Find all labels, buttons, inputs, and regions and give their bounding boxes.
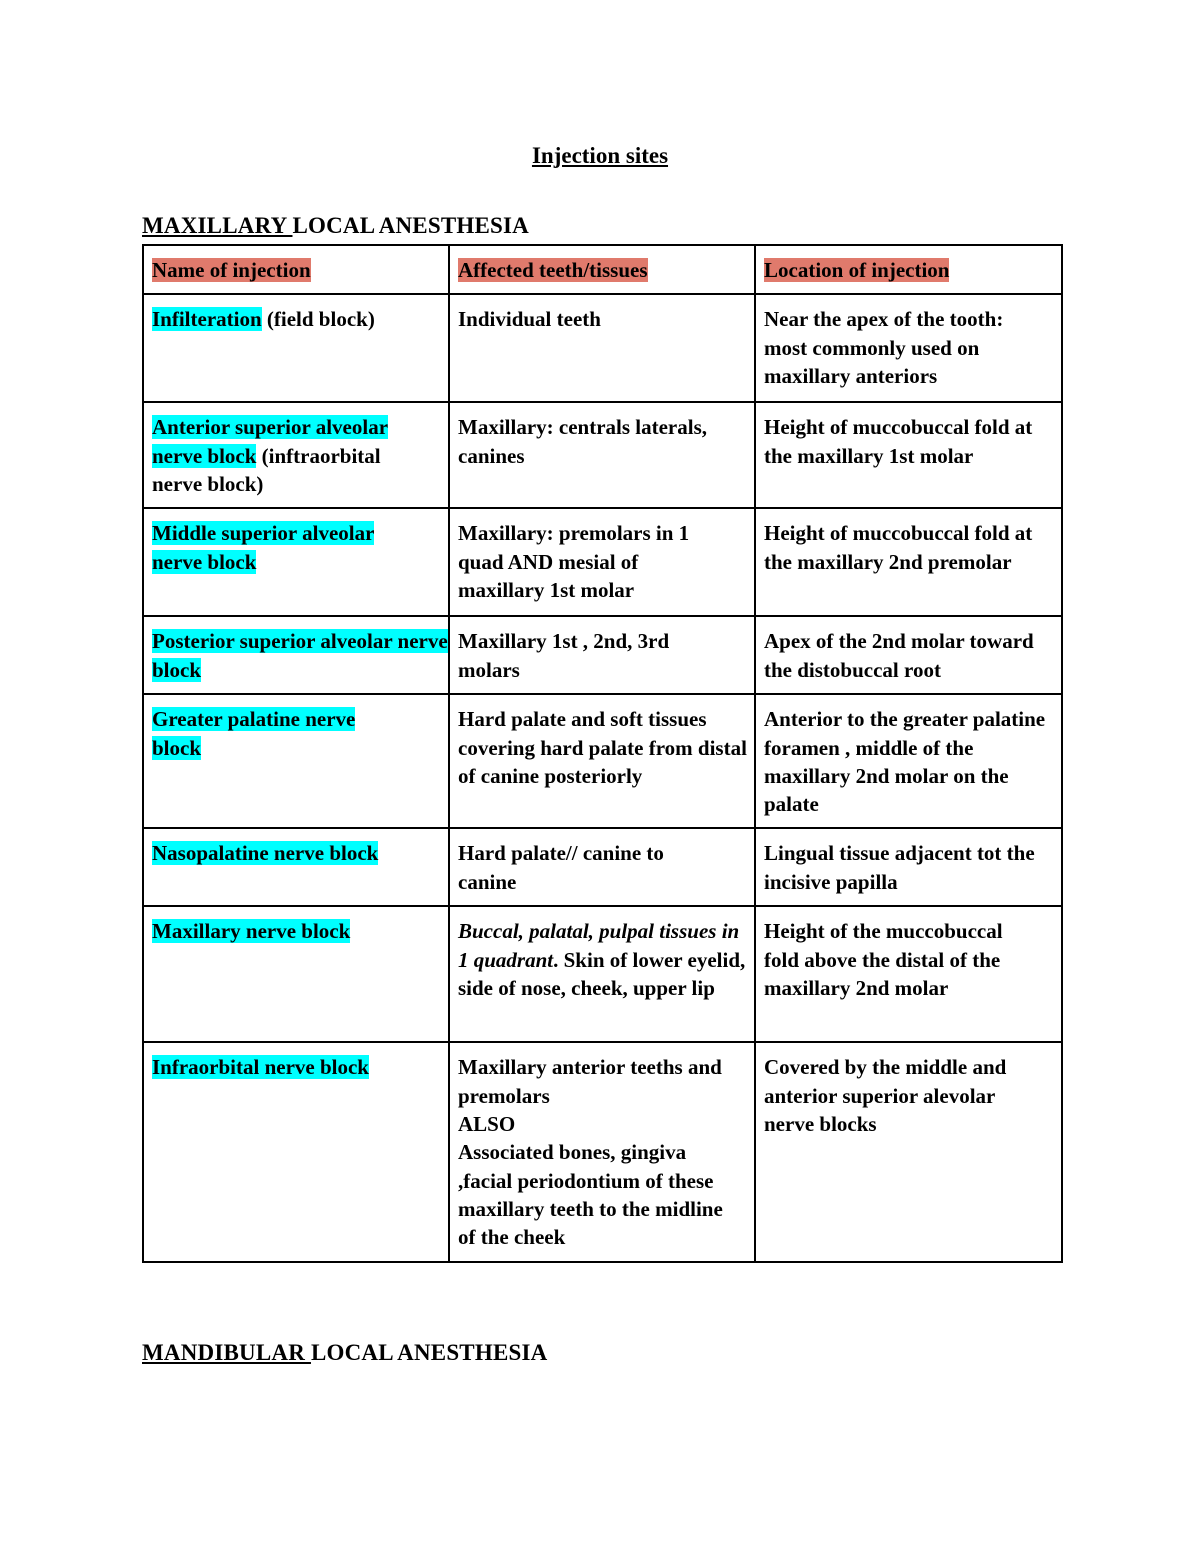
- mandibular-heading-underlined: MANDIBULAR: [142, 1340, 311, 1365]
- table-row: [143, 906, 1062, 1042]
- location-cell: [755, 294, 1062, 402]
- affected-text: Maxillary: premolars in 1 quad AND mesial of maxillary 1st molar: [458, 521, 690, 602]
- location-cell: [755, 906, 1062, 1042]
- table-row: [143, 1042, 1062, 1262]
- table-row: [143, 294, 1062, 402]
- injection-name-cell: [143, 508, 449, 616]
- affected-cell: [449, 1042, 755, 1262]
- header-cell: [143, 245, 449, 294]
- header-cell: [755, 245, 1062, 294]
- location-text: Apex of the 2nd molar toward the distobuccal root: [764, 629, 1034, 682]
- table-row: [143, 402, 1062, 508]
- mandibular-section-heading: [142, 1338, 547, 1368]
- table-row: [143, 828, 1062, 906]
- location-text: Height of the muccobuccal fold above the distal of the maxillary 2nd molar: [764, 919, 1003, 1001]
- injection-name-cell: [143, 906, 449, 1042]
- affected-cell: [449, 508, 755, 616]
- affected-line: Associated bones, gingiva ,facial periodontium of these maxillary teeth to the midline of the cheek: [458, 1140, 723, 1250]
- location-text: Lingual tissue adjacent tot the incisive papilla: [764, 841, 1035, 894]
- table-row: [143, 616, 1062, 694]
- affected-cell: [449, 402, 755, 508]
- affected-text-italic: Buccal, palatal, pulpal tissues in 1 quadrant: [458, 919, 740, 972]
- location-cell: [755, 616, 1062, 694]
- maxillary-heading-underlined: MAXILLARY: [142, 213, 293, 238]
- location-text: Height of muccobuccal fold at the maxillary 2nd premolar: [764, 521, 1033, 574]
- location-cell: [755, 828, 1062, 906]
- injection-name: Maxillary nerve block: [152, 919, 351, 944]
- affected-text: Maxillary: centrals laterals, canines: [458, 415, 708, 468]
- affected-text: Maxillary 1st , 2nd, 3rd molars: [458, 629, 670, 682]
- location-cell: [755, 1042, 1062, 1262]
- injection-name-cell: [143, 1042, 449, 1262]
- injection-name-cell: [143, 694, 449, 828]
- affected-cell: [449, 294, 755, 402]
- location-cell: [755, 402, 1062, 508]
- injection-name: Posterior superior alveolar nerve block: [152, 629, 448, 682]
- table-row: [143, 508, 1062, 616]
- affected-cell: [449, 906, 755, 1042]
- page-title: Injection sites: [531, 143, 669, 168]
- injection-name-cell: [143, 616, 449, 694]
- maxillary-injection-table: [142, 244, 1063, 1263]
- affected-cell: [449, 694, 755, 828]
- affected-text: . Skin of lower eyelid, side of nose, cheek, upper lip: [458, 947, 746, 1001]
- injection-name: Infraorbital nerve block: [152, 1055, 369, 1080]
- affected-line: Maxillary anterior teeths and premolars: [458, 1055, 722, 1108]
- mandibular-heading-rest: LOCAL ANESTHESIA: [310, 1340, 548, 1365]
- injection-name-cell: [143, 402, 449, 508]
- injection-name: Greater palatine nerve block: [152, 707, 356, 760]
- header-affected-teeth: Affected teeth/tissues: [458, 258, 648, 282]
- header-location: Location of injection: [764, 258, 950, 282]
- affected-text: Hard palate// canine to canine: [458, 841, 664, 894]
- header-name-of-injection: Name of injection: [152, 258, 311, 282]
- affected-text: Individual teeth: [458, 307, 601, 332]
- injection-name: Middle superior alveolar nerve block: [152, 521, 375, 574]
- injection-name-note: (field block): [261, 307, 375, 332]
- injection-name-cell: [143, 828, 449, 906]
- location-cell: [755, 694, 1062, 828]
- injection-name: Anterior superior alveolar nerve block: [152, 415, 389, 468]
- injection-name: Nasopalatine nerve block: [152, 841, 379, 866]
- table-row: [143, 694, 1062, 828]
- header-cell: [449, 245, 755, 294]
- maxillary-heading-rest: LOCAL ANESTHESIA: [292, 213, 529, 238]
- location-text: Height of muccobuccal fold at the maxillary 1st molar: [764, 415, 1033, 468]
- location-text: Covered by the middle and anterior superior alevolar nerve blocks: [764, 1055, 1007, 1137]
- maxillary-section-heading: [142, 211, 529, 241]
- location-text: Anterior to the greater palatine foramen , middle of the maxillary 2nd molar on the palate: [764, 707, 1046, 817]
- affected-cell: [449, 828, 755, 906]
- affected-cell: [449, 616, 755, 694]
- table-header-row: [143, 245, 1062, 294]
- injection-name: Infilteration: [152, 307, 262, 332]
- location-text: Near the apex of the tooth: most commonly used on maxillary anteriors: [764, 307, 1004, 388]
- location-cell: [755, 508, 1062, 616]
- affected-line: ALSO: [458, 1112, 516, 1137]
- affected-text: Hard palate and soft tissues covering hard palate from distal of canine posteriorly: [458, 707, 747, 788]
- injection-name-cell: [143, 294, 449, 402]
- injection-name-note: (inftraorbital nerve block): [152, 443, 381, 496]
